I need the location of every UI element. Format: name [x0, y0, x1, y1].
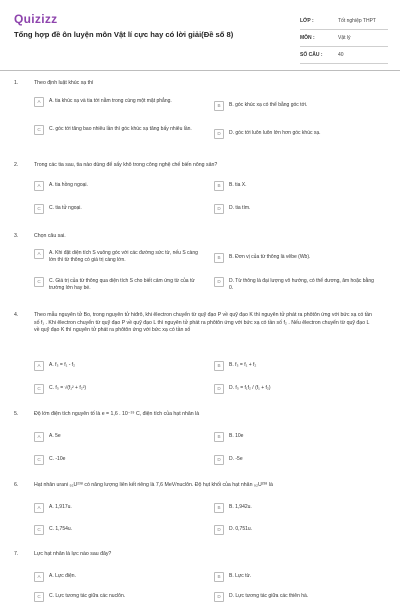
quizizz-logo: Quizizz [14, 12, 58, 26]
option-a[interactable] [34, 362, 199, 371]
option-c[interactable] [34, 526, 199, 535]
option-letter: B [214, 361, 224, 371]
option-letter: B [214, 253, 224, 263]
option-letter: D [214, 204, 224, 214]
option-letter: C [34, 277, 44, 287]
meta-class-value: Tốt nghiệp THPT [338, 18, 376, 24]
option-d[interactable] [214, 456, 379, 465]
option-d[interactable] [214, 278, 379, 291]
option-text: C. Giá trị của từ thông qua diện tích S cho biết cảm ứng từ của từ trường lớn hay bé. [49, 278, 195, 291]
option-text: A. Khi đặt diện tích S vuông góc với các đường sức từ, nếu S càng lớn thì từ thông có giá trị càng lớn. [49, 250, 198, 263]
option-c[interactable] [34, 278, 199, 291]
question-number: 7. [14, 551, 19, 557]
option-d[interactable] [214, 385, 379, 394]
option-text: B. 1,942u. [229, 504, 252, 510]
option-letter: C [34, 384, 44, 394]
option-c[interactable] [34, 126, 199, 135]
option-text: D. góc tới luôn luôn lớn hơn góc khúc xạ. [229, 130, 321, 136]
option-letter: A [34, 503, 44, 513]
option-letter: D [214, 129, 224, 139]
meta-subject-value: Vật lý [338, 35, 351, 41]
option-letter: C [34, 592, 44, 602]
option-a[interactable] [34, 433, 199, 442]
option-letter: A [34, 249, 44, 259]
option-d[interactable] [214, 593, 379, 602]
option-text: A. Lực điện. [49, 573, 76, 579]
option-c[interactable] [34, 205, 199, 214]
option-text: C. góc tới tăng bao nhiêu lần thì góc khúc xạ tăng bấy nhiêu lần. [49, 126, 192, 132]
meta-count-label: SỐ CÂU : [300, 52, 323, 58]
option-text: C. 1,754u. [49, 526, 73, 532]
option-letter: B [214, 181, 224, 191]
question-number: 4. [14, 312, 19, 318]
option-text: D. 0,751u. [229, 526, 253, 532]
option-a[interactable] [34, 182, 199, 191]
option-b[interactable] [214, 182, 379, 191]
option-a[interactable] [34, 250, 199, 263]
option-text: C. f₃ = √(f₁² + f₂²) [49, 385, 87, 391]
option-text: B. Lực từ. [229, 573, 252, 579]
option-c[interactable] [34, 456, 199, 465]
question-number: 5. [14, 411, 19, 417]
option-b[interactable] [214, 102, 379, 111]
option-text: A. 1,917u. [49, 504, 72, 510]
question-text: Lực hạt nhân là lực nào sau đây? [34, 551, 112, 557]
question-number: 1. [14, 80, 19, 86]
option-text: D. Từ thông là đại lượng vô hướng, có thể dương, âm hoặc bằng 0. [229, 278, 374, 291]
option-a[interactable] [34, 573, 199, 582]
option-letter: C [34, 455, 44, 465]
option-letter: D [214, 384, 224, 394]
question-number: 6. [14, 482, 19, 488]
option-letter: D [214, 277, 224, 287]
option-text: D. Lực tương tác giữa các thiên hà. [229, 593, 309, 599]
option-text: B. 10e [229, 433, 244, 439]
option-letter: B [214, 101, 224, 111]
option-b[interactable] [214, 362, 379, 371]
option-letter: A [34, 361, 44, 371]
question-text: Theo định luật khúc xạ thì [34, 80, 94, 86]
option-letter: C [34, 204, 44, 214]
option-letter: D [214, 525, 224, 535]
option-b[interactable] [214, 573, 379, 582]
option-text: A. f₃ = f₁ - f₂ [49, 362, 76, 368]
option-b[interactable] [214, 254, 379, 263]
header-divider [0, 70, 400, 71]
option-text: C. tia tử ngoại. [49, 205, 82, 211]
option-text: D. -5e [229, 456, 243, 462]
option-letter: B [214, 572, 224, 582]
option-text: C. Lực tương tác giữa các nuclôn. [49, 593, 126, 599]
option-text: B. f₃ = f₁ + f₂ [229, 362, 257, 368]
option-text: A. tia khúc xạ và tia tới nằm trong cùng một mặt phẳng. [49, 98, 172, 104]
option-letter: C [34, 125, 44, 135]
option-d[interactable] [214, 526, 379, 535]
option-letter: A [34, 572, 44, 582]
option-letter: D [214, 592, 224, 602]
meta-subject-label: MÔN : [300, 35, 315, 41]
option-letter: A [34, 181, 44, 191]
option-b[interactable] [214, 433, 379, 442]
option-text: B. tia X. [229, 182, 247, 188]
question-number: 3. [14, 233, 19, 239]
option-letter: B [214, 432, 224, 442]
option-d[interactable] [214, 130, 379, 139]
option-d[interactable] [214, 205, 379, 214]
question-text: Theo mẫu nguyên tử Bo, trong nguyên tử hiđrô, khi êlectron chuyển từ quỹ đạo P về quỹ đạo K thì nguyên tử phát ra phôtôn ứng với bức xạ có tần số f₁ . Khi êlectron chuyển từ quỹ đạo P về quỹ đạo L thì nguyên tử phát ra phôtôn ứng với bức xạ có tần số f₂ . Nếu êlectron chuyển từ quỹ đạo L về quỹ đạo K thì nguyên tử phát ra phôtôn ứng với bức xạ có tần số [34, 312, 372, 333]
option-text: C. -10e [49, 456, 66, 462]
meta-subject-row [300, 30, 388, 47]
option-letter: B [214, 503, 224, 513]
meta-box [300, 13, 388, 64]
meta-class-row [300, 13, 388, 30]
question-text: Độ lớn điện tích nguyên tố là e = 1,6 . 10⁻¹⁹ C, điện tích của hạt nhân là [34, 411, 200, 417]
question-text: Trong các tia sau, tia nào dùng để sấy khô trong công nghệ chế biến nông sản? [34, 162, 218, 168]
option-letter: C [34, 525, 44, 535]
meta-count-value: 40 [338, 52, 344, 58]
meta-count-row [300, 47, 388, 64]
option-c[interactable] [34, 385, 199, 394]
option-c[interactable] [34, 593, 199, 602]
option-letter: A [34, 432, 44, 442]
option-letter: A [34, 97, 44, 107]
option-a[interactable] [34, 504, 199, 513]
option-text: D. tia tím. [229, 205, 251, 211]
option-text: B. Đơn vị của từ thông là vêbe (Wb). [229, 254, 311, 260]
question-text: Chọn câu sai. [34, 233, 66, 239]
option-text: A. 5e [49, 433, 61, 439]
option-text: B. góc khúc xạ có thể bằng góc tới. [229, 102, 308, 108]
option-a[interactable] [34, 98, 199, 107]
option-text: A. tia hồng ngoại. [49, 182, 88, 188]
document-title: Tổng hợp đề ôn luyện môn Vật lí cực hay có lời giải(Đề số 8) [14, 30, 234, 39]
question-number: 2. [14, 162, 19, 168]
option-text: D. f₃ = f₁f₂ / (f₁ + f₂) [229, 385, 271, 391]
question-text: Hạt nhân urani ₉₂U²³⁸ có năng lượng liên kết riêng là 7,6 MeV/nuclôn. Độ hụt khối của hạt nhân ₉₂U²³⁸ là [34, 482, 273, 488]
option-b[interactable] [214, 504, 379, 513]
option-letter: D [214, 455, 224, 465]
meta-class-label: LỚP : [300, 18, 314, 24]
